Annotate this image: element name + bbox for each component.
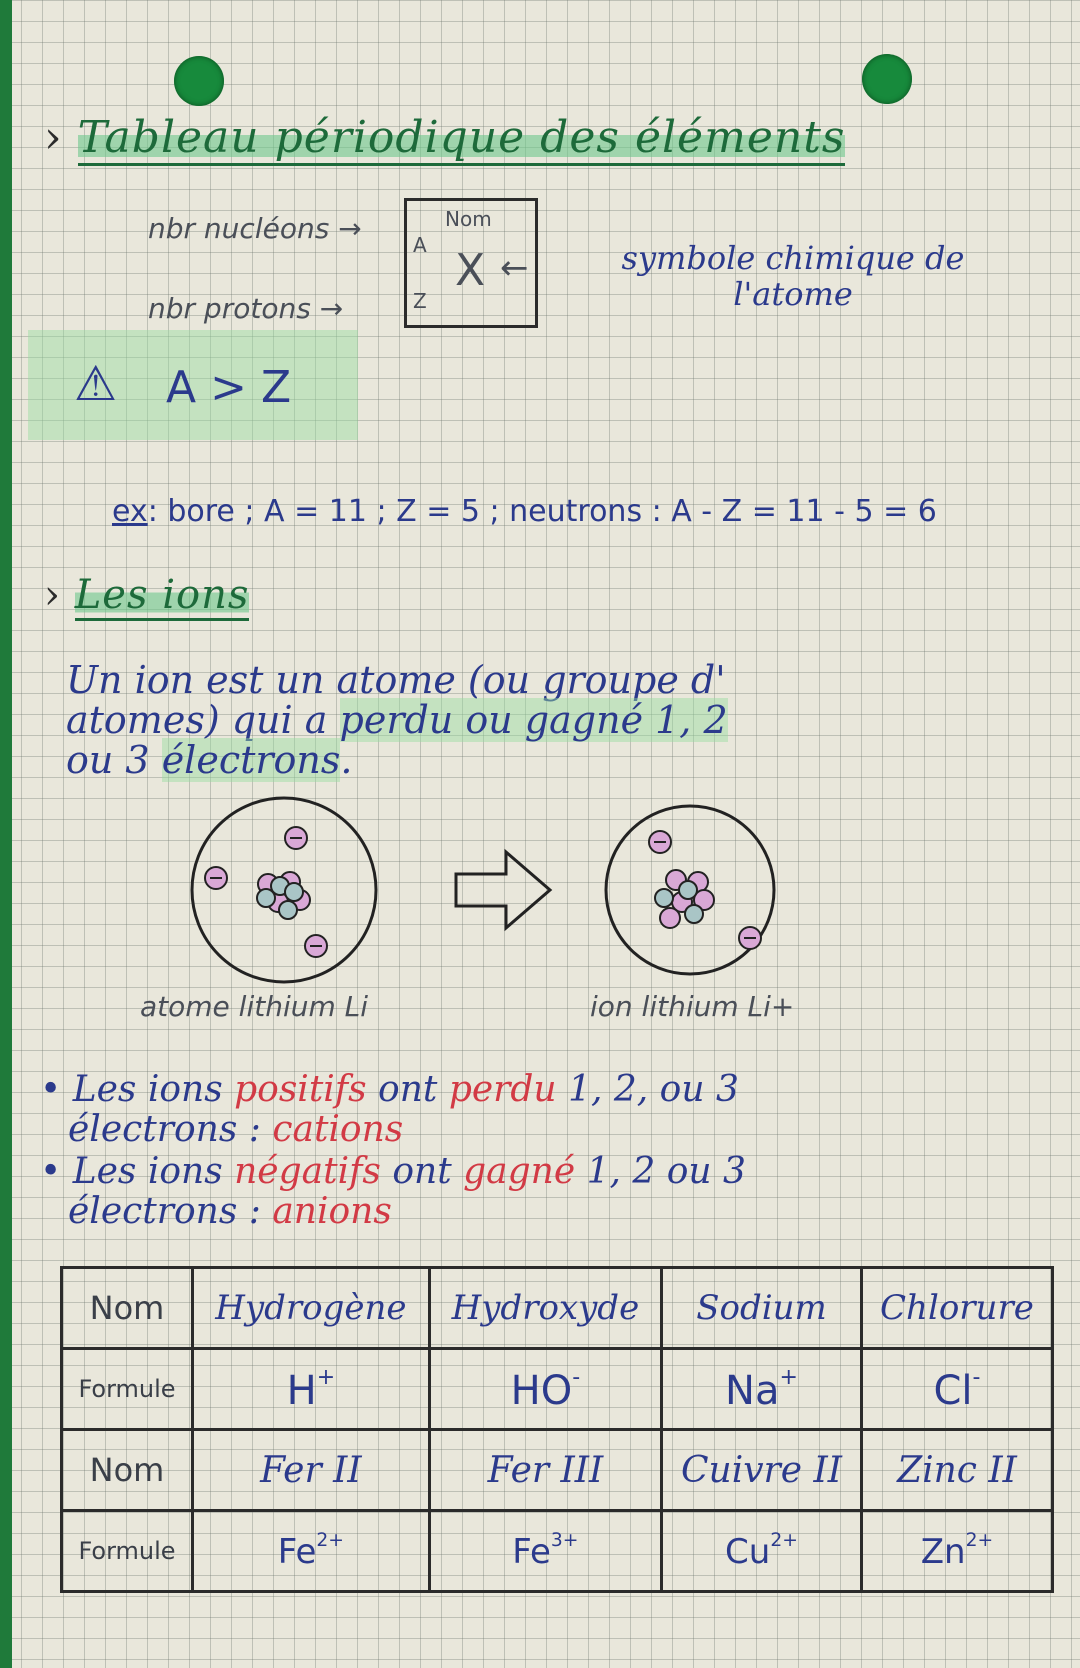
table-cell: H+ bbox=[193, 1349, 430, 1430]
table-cell: Na+ bbox=[662, 1349, 862, 1430]
bullet-positive: • Les ions positifs ont perdu 1, 2, ou 3 électrons : cations bbox=[40, 1069, 739, 1150]
table-row bbox=[62, 1349, 1053, 1430]
table-cell: $Fe^{2+}$ bbox=[193, 1511, 430, 1592]
warning-icon: ⚠ bbox=[74, 356, 118, 412]
table-cell: Hydrogène bbox=[193, 1268, 430, 1349]
arrow-left-icon: ← bbox=[500, 248, 529, 288]
bullet-negative: • Les ions négatifs ont gagné 1, 2 ou 3 électrons : anions bbox=[40, 1151, 746, 1232]
box-name: Nom bbox=[445, 207, 492, 231]
chevron-icon: › bbox=[44, 112, 63, 163]
table-cell: $Fe^{3+}$ bbox=[429, 1511, 661, 1592]
arrow-right-icon bbox=[456, 852, 550, 928]
ion-definition bbox=[66, 660, 1056, 780]
table-cell: Zinc II bbox=[861, 1430, 1052, 1511]
example-prefix: ex bbox=[112, 494, 148, 529]
table-cell: Fer III bbox=[429, 1430, 661, 1511]
example-line bbox=[112, 494, 937, 529]
atom-diagram bbox=[170, 790, 810, 990]
ion-label: ion lithium Li+ bbox=[590, 990, 795, 1023]
row-label: Nom bbox=[62, 1268, 193, 1349]
table-cell: Fer II bbox=[193, 1430, 430, 1511]
warning-text: A > Z bbox=[166, 362, 292, 413]
section1-title: Tableau périodique des éléments bbox=[78, 112, 846, 166]
binder-hole-left bbox=[174, 56, 224, 106]
definition-line-3: ou 3 électrons. bbox=[66, 738, 353, 782]
section2-heading bbox=[44, 572, 249, 618]
table-row bbox=[62, 1511, 1053, 1592]
ion-lithium bbox=[606, 806, 774, 974]
table-cell: Sodium bbox=[662, 1268, 862, 1349]
table-cell: $Cu^{2+}$ bbox=[662, 1511, 862, 1592]
table-cell: Hydroxyde bbox=[429, 1268, 661, 1349]
binder-hole-right bbox=[862, 54, 912, 104]
section1-heading bbox=[44, 112, 845, 163]
row-label: Formule bbox=[62, 1349, 193, 1430]
bullet-dot: • bbox=[40, 1151, 73, 1192]
example-text: : bore ; A = 11 ; Z = 5 ; neutrons : A - Z = 11 - 5 = 6 bbox=[147, 494, 937, 529]
table-row bbox=[62, 1430, 1053, 1511]
label-symbol: symbole chimique de l'atome bbox=[621, 239, 965, 313]
atom-label: atome lithium Li bbox=[140, 990, 369, 1023]
atom-lithium bbox=[192, 798, 376, 982]
table-cell: Cuivre II bbox=[662, 1430, 862, 1511]
label-protons: nbr protons → bbox=[148, 292, 344, 325]
section2-title: Les ions bbox=[75, 572, 250, 621]
table-cell: Chlorure bbox=[861, 1268, 1052, 1349]
row-label: Formule bbox=[62, 1511, 193, 1592]
box-symbol: X bbox=[455, 245, 486, 296]
definition-line-2: atomes) qui a perdu ou gagné 1, 2 bbox=[66, 698, 728, 742]
table-row bbox=[62, 1268, 1053, 1349]
definition-line-1: Un ion est un atome (ou groupe d' bbox=[66, 658, 726, 702]
box-mass-number: A bbox=[413, 233, 427, 257]
table-cell: $Zn^{2+}$ bbox=[861, 1511, 1052, 1592]
row-label: Nom bbox=[62, 1430, 193, 1511]
chevron-icon: › bbox=[44, 572, 61, 618]
ions-table bbox=[60, 1266, 1054, 1593]
box-atomic-number: Z bbox=[413, 289, 427, 313]
table-cell: HO- bbox=[429, 1349, 661, 1430]
label-nucleons: nbr nucléons → bbox=[148, 212, 362, 245]
bullet-dot: • bbox=[40, 1069, 73, 1110]
table-cell: Cl- bbox=[861, 1349, 1052, 1430]
